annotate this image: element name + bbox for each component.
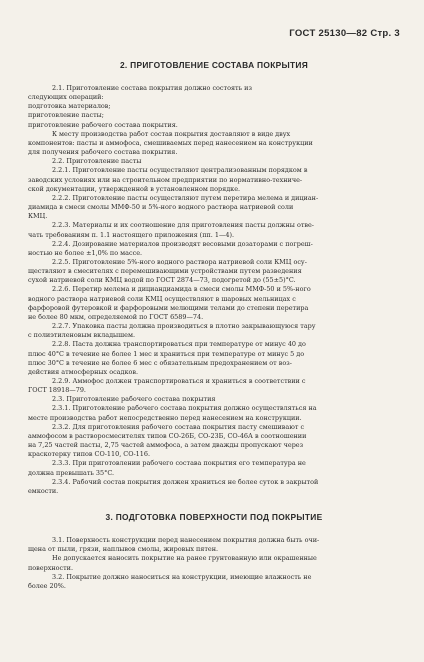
text-line: аммофосом в растворосмесителях типов СО-26Б, СО-23Б, СО-46А в соотношении [28,431,307,440]
text-line: 2.2.3. Материалы и их соотношение для приготовления пасты должны отве- [52,221,314,230]
text-line: более 20%. [28,581,66,590]
document-body [28,60,400,591]
text-line: с полиэтиленовым вкладышем. [28,331,136,340]
text-line: компонентов: пасты и аммофоса, смешиваемых перед нанесением на конструкции [28,138,313,147]
text-line: КМЦ. [28,212,48,221]
text-line: ществляют в смесителях с перемешивающими устройствами путем разведения [28,267,302,276]
text-line: ГОСТ 18918—79. [28,386,86,395]
text-line: Не допускается наносить покрытие на ранее грунтованную или окрашенные [52,554,317,563]
text-line: ской документации, утвержденной в установленном порядке. [28,184,241,193]
text-line: 2.2. Приготовление пасты [52,157,142,166]
text-line: К месту производства работ состав покрытия доставляют в виде двух [52,129,291,138]
section-3-text [28,536,400,591]
text-line: плюс 40°C в течение не более 1 мес и храниться при температуре от минус 5 до [28,349,305,358]
text-line: поверхности. [28,563,74,572]
text-line: приготовление рабочего состава покрытия. [28,120,178,129]
text-line: приготовление пасты; [28,111,104,120]
text-line: для получения рабочего состава покрытия. [28,148,178,157]
text-line: краскотерку типов СО-110, СО-116. [28,450,150,459]
text-line: 3.2. Покрытие должно наноситься на конструкции, имеющие влажность не [52,572,312,581]
text-line: месте производства работ непосредственно перед нанесением на конструкции. [28,413,302,422]
section-2-text [28,84,400,496]
section-2-title: 2. ПРИГОТОВЛЕНИЕ СОСТАВА ПОКРЫТИЯ [119,60,309,70]
text-line: плюс 30°C в течение не более 6 мес с обязательным предохранением от воз- [28,358,292,367]
text-line: диамида в смеси смолы ММФ-50 и 5%-ного водного раствора натриевой соли [28,203,294,212]
text-line: щена от пыли, грязи, наплывов смолы, жировых пятен. [28,545,219,554]
text-line: фарфоровой футеровкой и фарфоровыми мелющими телами до степени перетира [28,303,309,312]
text-line: заводских условиях или на строительном предприятии по нормативно-техниче- [28,175,303,184]
text-line: следующих операций: [28,93,104,102]
text-line: сухой натриевой соли КМЦ водой по ГОСТ 2874—73, подогретой до (55±5)°C. [28,276,296,285]
text-line: 2.2.7. Упаковка пасты должна производиться в плотно закрывающуюся тару [52,322,316,331]
text-line: емкости. [28,486,59,495]
text-line: 2.3.2. Для приготовления рабочего состава покрытия пасту смешивают с [52,422,305,431]
text-line: 2.3. Приготовление рабочего состава покрытия [52,395,216,404]
section-3-title: 3. ПОДГОТОВКА ПОВЕРХНОСТИ ПОД ПОКРЫТИЕ [105,512,323,523]
text-line: 2.2.8. Паста должна транспортироваться при температуре от минус 40 до [52,340,306,349]
text-line: водного раствора натриевой соли КМЦ осуществляют в шаровых мельницах с [28,294,296,303]
text-line: не более 80 мкм, определяемой по ГОСТ 6589—74. [28,312,204,321]
text-line: 2.2.4. Дозирование материалов производят весовыми дозаторами с погреш- [52,239,313,248]
text-line: подготовка материалов; [28,102,111,111]
text-line: 2.1. Приготовление состава покрытия должно состоять из [52,84,252,92]
text-line: должна превышать 35°C. [28,468,115,477]
text-line: действия атмосферных осадков. [28,367,139,376]
text-line: 2.2.6. Перетир мелема и дициандиамида в смеси смолы ММФ-50 и 5%-ного [52,285,311,294]
text-line: 2.3.4. Рабочий состав покрытия должен храниться не более суток в закрытой [52,477,319,486]
text-line: 2.3.1. Приготовление рабочего состава покрытия должно осуществляться на [52,404,317,413]
page-header: ГОСТ 25130—82 Стр. 3 [289,28,400,39]
text-line: 2.3.3. При приготовлении рабочего состава покрытия его температура не [52,459,306,468]
text-line: на 7,25 частей пасты, 2,75 частей аммофоса, а затем дважды пропускают через [28,441,304,450]
text-line: 3.1. Поверхность конструкции перед нанесением покрытия должна быть очи- [52,536,320,545]
text-line: 2.2.9. Аммофос должен транспортироваться и храниться в соответствии с [52,377,306,385]
text-line: 2.2.2. Приготовление пасты осуществляют путем перетира мелема и дициан- [52,193,319,202]
text-line: чать требованиям п. 1.1 настоящего приложения (пп. 1—4). [28,230,235,239]
text-line: 2.2.1. Приготовление пасты осуществляют централизованным порядком в [52,166,308,175]
text-line: ностью не более ±1,0% по массе. [28,248,143,257]
text-line: 2.2.5. Приготовление 5%-ного водного раствора натриевой соли КМЦ осу- [52,257,307,266]
